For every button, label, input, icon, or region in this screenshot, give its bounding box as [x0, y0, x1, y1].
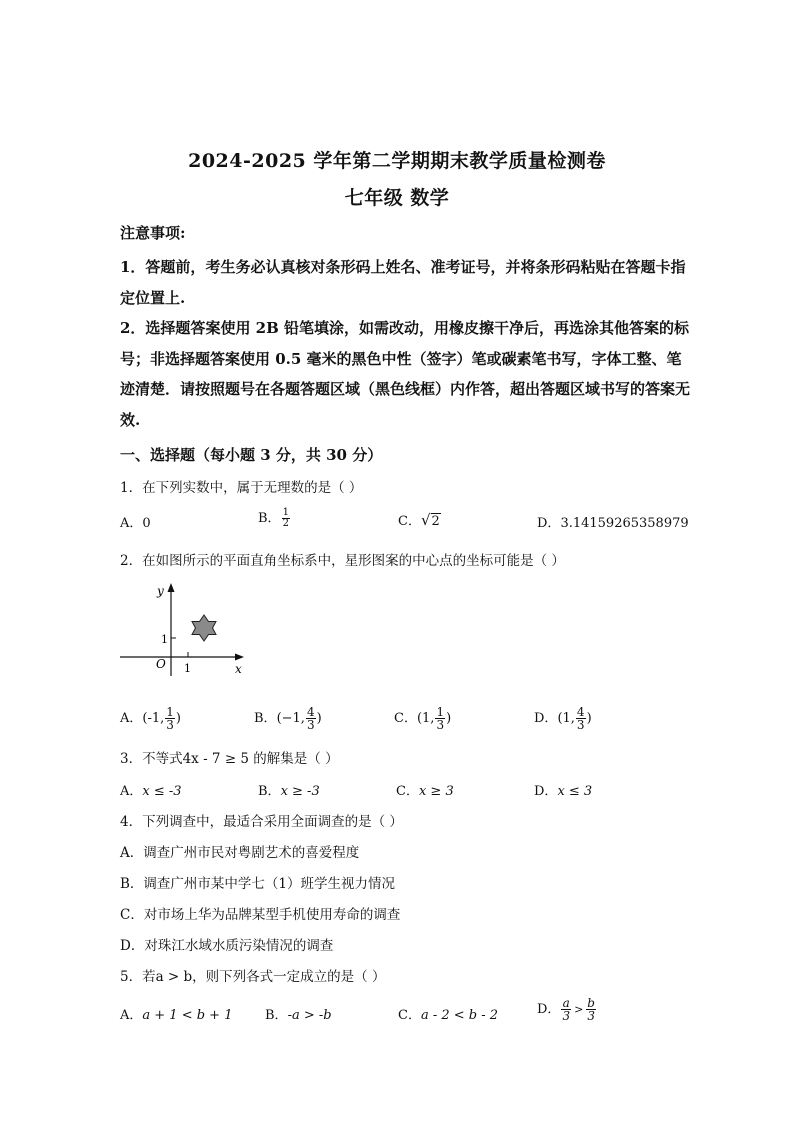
sqrt-symbol: √ 2	[420, 511, 440, 529]
q3-option-d: D．x ≤ 3	[534, 784, 593, 799]
exam-subtitle: 七年级 数学	[344, 187, 450, 209]
q3-option-a: A．x ≤ -3	[120, 784, 182, 799]
q3-option-b: B．x ≥ -3	[258, 784, 320, 799]
question-5-stem: 5．若a > b，则下列各式一定成立的是（ ）	[120, 969, 386, 985]
q1-option-b: B． $\frac{1}{2}$	[258, 507, 289, 529]
x-tick-label: 1	[184, 662, 191, 675]
question-3-stem: 3．不等式4x - 7 ≥ 5 的解集是（ ）	[120, 751, 339, 767]
q1-option-d: D．3.14159265358979	[537, 516, 689, 531]
q2-option-a: A．(-1, $\frac{1}{3}$ )	[120, 705, 181, 732]
six-point-star-shape	[192, 615, 216, 641]
question-4-stem: 4．下列调查中，最适合采用全面调查的是（ ）	[120, 814, 403, 830]
q5-option-d: D． $\frac{a}{3}$ > $\frac{b}{3}$	[537, 996, 595, 1023]
q5-option-c: C．a - 2 < b - 2	[398, 1008, 499, 1023]
q2-option-d: D．(1, $\frac{4}{3}$ )	[534, 705, 592, 732]
exam-title: 2024-2025 学年第二学期期末教学质量检测卷	[188, 150, 606, 172]
y-axis-arrow	[168, 583, 175, 592]
origin-label: O	[156, 657, 166, 671]
x-axis-arrow	[235, 654, 244, 661]
q4-option-b: B．调查广州市某中学七（1）班学生视力情况	[120, 876, 396, 892]
notice-heading: 注意事项:	[120, 224, 186, 242]
q1-option-c: C． √ 2	[398, 511, 440, 529]
q4-option-a: A．调查广州市民对粤剧艺术的喜爱程度	[120, 845, 360, 861]
y-axis-label: y	[157, 584, 164, 598]
q1-option-a: A．0	[120, 516, 151, 531]
q5-option-b: B．-a > -b	[265, 1008, 332, 1023]
q2-option-c: C．(1, $\frac{1}{3}$ )	[394, 705, 452, 732]
notice-item-1: 1．答题前，考生务必认真核对条形码上姓名、准考证号，并将条形码粘贴在答题卡指定位置上.	[120, 258, 686, 307]
q4-option-d: D．对珠江水域水质污染情况的调查	[120, 938, 334, 954]
y-tick-label: 1	[161, 633, 168, 646]
q3-option-c: C．x ≥ 3	[396, 784, 454, 799]
coordinate-figure	[116, 580, 256, 680]
section-heading: 一、选择题（每小题 3 分，共 30 分）	[120, 446, 383, 464]
question-1-stem: 1．在下列实数中，属于无理数的是（ ）	[120, 480, 363, 496]
x-axis-label: x	[235, 662, 242, 676]
q5-option-a: A．a + 1 < b + 1	[120, 1008, 233, 1023]
question-2-stem: 2．在如图所示的平面直角坐标系中，星形图案的中心点的坐标可能是（ ）	[120, 553, 565, 569]
q2-option-b: B．(−1, $\frac{4}{3}$ )	[254, 705, 322, 732]
notice-item-2: 2．选择题答案使用 2B 铅笔填涂，如需改动，用橡皮擦干净后，再选涂其他答案的标号；非选择题答案使用 0.5 毫米的黑色中性（签字）笔或碳素笔书写，字体工整、笔迹清楚．请按照题号在各题答题区域（黑色线框）内作答，超出答题区域书写的答案无效.	[120, 319, 691, 429]
q4-option-c: C．对市场上华为品牌某型手机使用寿命的调查	[120, 907, 401, 923]
